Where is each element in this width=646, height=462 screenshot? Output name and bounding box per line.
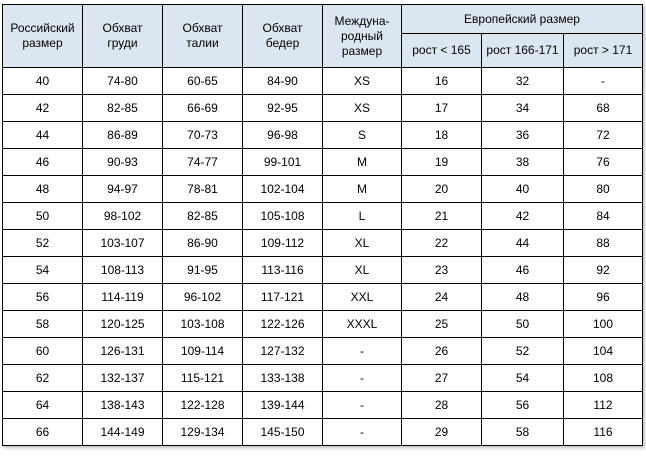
chest-cell: 120-125 [83, 311, 163, 338]
table-row [3, 419, 643, 446]
russian-size-cell: 56 [3, 284, 83, 311]
eu-height-under-165-cell: 25 [402, 311, 482, 338]
waist-cell: 115-121 [163, 365, 243, 392]
russian-size-cell: 66 [3, 419, 83, 446]
eu-height-166-171-cell: 38 [482, 149, 564, 176]
eu-height-under-165-cell: 26 [402, 338, 482, 365]
table-body [3, 68, 643, 446]
waist-cell: 82-85 [163, 203, 243, 230]
header-chest-line1: Обхват [102, 21, 143, 35]
eu-height-under-165-cell: 17 [402, 95, 482, 122]
header-international-line2: родный [340, 28, 384, 43]
hips-cell: 145-150 [243, 419, 323, 446]
eu-height-under-165-cell: 19 [402, 149, 482, 176]
eu-height-166-171-cell: 52 [482, 338, 564, 365]
size-table [2, 4, 643, 446]
hips-cell: 133-138 [243, 365, 323, 392]
eu-height-166-171-cell: 50 [482, 311, 564, 338]
hips-cell: 117-121 [243, 284, 323, 311]
international-size-cell: - [323, 338, 402, 365]
eu-height-166-171-cell: 46 [482, 257, 564, 284]
russian-size-cell: 60 [3, 338, 83, 365]
eu-height-166-171-cell: 32 [482, 68, 564, 95]
international-size-cell: XXL [323, 284, 402, 311]
eu-height-over-171-cell: 80 [564, 176, 643, 203]
table-row [3, 203, 643, 230]
header-international-line3: размер [341, 43, 383, 58]
eu-height-over-171-cell: 72 [564, 122, 643, 149]
header-chest-line2: груди [107, 36, 138, 50]
hips-cell: 105-108 [243, 203, 323, 230]
international-size-cell: - [323, 365, 402, 392]
eu-height-under-165-cell: 28 [402, 392, 482, 419]
international-size-cell: XL [323, 230, 402, 257]
russian-size-cell: 62 [3, 365, 83, 392]
table-row [3, 338, 643, 365]
russian-size-cell: 54 [3, 257, 83, 284]
header-international-size [323, 5, 402, 68]
russian-size-cell: 50 [3, 203, 83, 230]
table-row [3, 284, 643, 311]
international-size-cell: M [323, 176, 402, 203]
russian-size-cell: 48 [3, 176, 83, 203]
eu-height-166-171-cell: 58 [482, 419, 564, 446]
international-size-cell: L [323, 203, 402, 230]
russian-size-cell: 64 [3, 392, 83, 419]
eu-height-over-171-cell: 112 [564, 392, 643, 419]
eu-height-under-165-cell: 29 [402, 419, 482, 446]
chest-cell: 126-131 [83, 338, 163, 365]
eu-height-under-165-cell: 22 [402, 230, 482, 257]
waist-cell: 122-128 [163, 392, 243, 419]
waist-cell: 66-69 [163, 95, 243, 122]
eu-height-166-171-cell: 42 [482, 203, 564, 230]
waist-cell: 109-114 [163, 338, 243, 365]
eu-height-over-171-cell: 68 [564, 95, 643, 122]
russian-size-cell: 46 [3, 149, 83, 176]
header-hips-line2: бедер [265, 36, 300, 50]
table-row [3, 68, 643, 95]
eu-height-166-171-cell: 40 [482, 176, 564, 203]
chest-cell: 144-149 [83, 419, 163, 446]
waist-cell: 78-81 [163, 176, 243, 203]
hips-cell: 109-112 [243, 230, 323, 257]
eu-height-under-165-cell: 27 [402, 365, 482, 392]
chest-cell: 138-143 [83, 392, 163, 419]
eu-height-166-171-cell: 54 [482, 365, 564, 392]
hips-cell: 127-132 [243, 338, 323, 365]
header-waist-line1: Обхват [182, 21, 223, 35]
eu-height-over-171-cell: 84 [564, 203, 643, 230]
eu-height-over-171-cell: 88 [564, 230, 643, 257]
chest-cell: 90-93 [83, 149, 163, 176]
eu-height-166-171-cell: 44 [482, 230, 564, 257]
eu-height-under-165-cell: 23 [402, 257, 482, 284]
waist-cell: 86-90 [163, 230, 243, 257]
russian-size-cell: 44 [3, 122, 83, 149]
eu-height-under-165-cell: 21 [402, 203, 482, 230]
international-size-cell: - [323, 419, 402, 446]
eu-height-166-171-cell: 56 [482, 392, 564, 419]
table-row [3, 95, 643, 122]
eu-height-under-165-cell: 20 [402, 176, 482, 203]
table-row [3, 176, 643, 203]
table-header [3, 5, 643, 68]
eu-height-under-165-cell: 18 [402, 122, 482, 149]
waist-cell: 96-102 [163, 284, 243, 311]
header-chest [83, 5, 163, 68]
table-row [3, 311, 643, 338]
international-size-cell: XS [323, 95, 402, 122]
header-russian-size [3, 5, 83, 68]
waist-cell: 103-108 [163, 311, 243, 338]
table-row [3, 365, 643, 392]
chest-cell: 74-80 [83, 68, 163, 95]
header-waist [163, 5, 243, 68]
eu-height-166-171-cell: 36 [482, 122, 564, 149]
eu-height-under-165-cell: 24 [402, 284, 482, 311]
hips-cell: 96-98 [243, 122, 323, 149]
table-row [3, 230, 643, 257]
chest-cell: 94-97 [83, 176, 163, 203]
eu-height-over-171-cell: 108 [564, 365, 643, 392]
hips-cell: 99-101 [243, 149, 323, 176]
international-size-cell: - [323, 392, 402, 419]
waist-cell: 70-73 [163, 122, 243, 149]
header-european-size: Европейский размер [402, 5, 643, 34]
header-waist-line2: талии [186, 36, 219, 50]
table-row [3, 149, 643, 176]
eu-height-over-171-cell: 92 [564, 257, 643, 284]
chest-cell: 98-102 [83, 203, 163, 230]
eu-height-under-165-cell: 16 [402, 68, 482, 95]
international-size-cell: XL [323, 257, 402, 284]
eu-height-over-171-cell: 76 [564, 149, 643, 176]
chest-cell: 82-85 [83, 95, 163, 122]
hips-cell: 102-104 [243, 176, 323, 203]
header-hips-line1: Обхват [262, 21, 303, 35]
hips-cell: 84-90 [243, 68, 323, 95]
eu-height-over-171-cell: 116 [564, 419, 643, 446]
chest-cell: 108-113 [83, 257, 163, 284]
chest-cell: 86-89 [83, 122, 163, 149]
hips-cell: 113-116 [243, 257, 323, 284]
chest-cell: 114-119 [83, 284, 163, 311]
table-row [3, 257, 643, 284]
russian-size-cell: 52 [3, 230, 83, 257]
header-russian-size-line2: размер [22, 36, 63, 50]
russian-size-cell: 42 [3, 95, 83, 122]
table-row [3, 122, 643, 149]
international-size-cell: XS [323, 68, 402, 95]
chest-cell: 132-137 [83, 365, 163, 392]
table-row [3, 392, 643, 419]
header-height-166-171: рост 166-171 [482, 34, 564, 68]
header-russian-size-line1: Российский [10, 21, 75, 35]
header-hips [243, 5, 323, 68]
eu-height-166-171-cell: 48 [482, 284, 564, 311]
eu-height-166-171-cell: 34 [482, 95, 564, 122]
hips-cell: 139-144 [243, 392, 323, 419]
international-size-cell: M [323, 149, 402, 176]
russian-size-cell: 58 [3, 311, 83, 338]
header-height-under-165: рост < 165 [402, 34, 482, 68]
russian-size-cell: 40 [3, 68, 83, 95]
waist-cell: 74-77 [163, 149, 243, 176]
international-size-cell: S [323, 122, 402, 149]
waist-cell: 60-65 [163, 68, 243, 95]
header-height-over-171: рост > 171 [564, 34, 643, 68]
waist-cell: 129-134 [163, 419, 243, 446]
hips-cell: 122-126 [243, 311, 323, 338]
eu-height-over-171-cell: 104 [564, 338, 643, 365]
chest-cell: 103-107 [83, 230, 163, 257]
eu-height-over-171-cell: - [564, 68, 643, 95]
eu-height-over-171-cell: 96 [564, 284, 643, 311]
waist-cell: 91-95 [163, 257, 243, 284]
hips-cell: 92-95 [243, 95, 323, 122]
international-size-cell: XXXL [323, 311, 402, 338]
header-international-line1: Междуна- [334, 13, 390, 28]
eu-height-over-171-cell: 100 [564, 311, 643, 338]
